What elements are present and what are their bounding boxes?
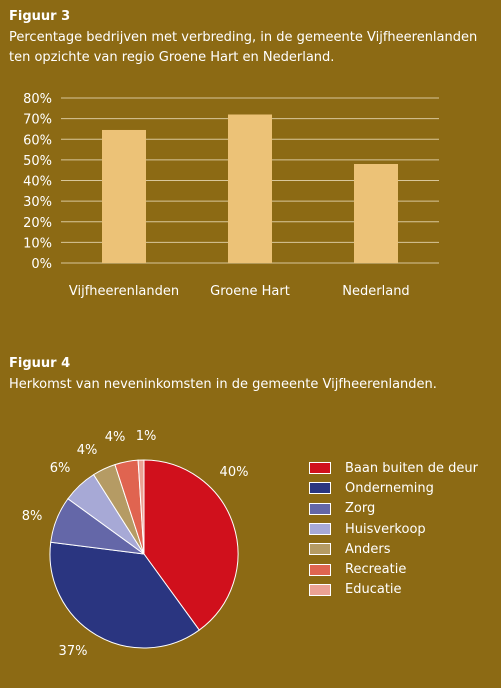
legend-label: Zorg — [345, 501, 376, 517]
legend-item — [309, 539, 478, 559]
legend-swatch — [309, 462, 331, 474]
legend-swatch — [309, 503, 331, 515]
figure3-caption: Percentage bedrijven met verbreding, in de gemeente Vijfheerenlanden ten opzichte van regio Groene Hart en Nederland. — [9, 30, 478, 65]
pie-value-label: 4% — [76, 443, 98, 458]
legend-label: Onderneming — [345, 480, 434, 496]
pie-value-label: 37% — [58, 644, 88, 659]
x-tick-label: Groene Hart — [210, 284, 290, 299]
pie-value-label: 6% — [49, 461, 71, 476]
y-tick-label: 70% — [23, 112, 52, 128]
figure3-title: Figuur 3 — [9, 9, 71, 24]
y-tick-label: 50% — [23, 153, 52, 169]
legend-item — [309, 519, 478, 539]
legend-item — [309, 458, 478, 478]
legend-swatch — [309, 584, 331, 596]
figure4-caption: Herkomst van neveninkomsten in de gemeente Vijfheerenlanden. — [9, 377, 437, 392]
legend-item — [309, 580, 478, 600]
y-tick-label: 10% — [23, 236, 52, 252]
pie-legend — [309, 458, 478, 600]
y-tick-label: 20% — [23, 215, 52, 231]
pie-value-label: 4% — [104, 430, 126, 445]
x-tick-label: Nederland — [342, 284, 410, 299]
y-tick-label: 40% — [23, 174, 52, 190]
y-tick-label: 80% — [23, 92, 52, 107]
pie-value-label: 40% — [219, 465, 249, 480]
legend-item — [309, 478, 478, 498]
legend-swatch — [309, 564, 331, 576]
legend-label: Huisverkoop — [345, 521, 426, 537]
legend-label: Anders — [345, 541, 391, 557]
legend-swatch — [309, 482, 331, 494]
figure4-title: Figuur 4 — [9, 356, 71, 371]
y-tick-label: 0% — [31, 257, 52, 272]
pie-value-label: 8% — [21, 509, 43, 524]
legend-swatch — [309, 523, 331, 535]
legend-label: Educatie — [345, 582, 402, 598]
x-tick-label: Vijfheerenlanden — [68, 284, 180, 299]
y-tick-label: 30% — [23, 195, 52, 211]
bar — [354, 164, 398, 263]
pie-value-label: 1% — [135, 429, 157, 444]
legend-item — [309, 559, 478, 579]
legend-label: Recreatie — [345, 562, 407, 578]
y-tick-label: 60% — [23, 133, 52, 149]
legend-item — [309, 499, 478, 519]
legend-label: Baan buiten de deur — [345, 460, 479, 476]
legend-swatch — [309, 543, 331, 555]
